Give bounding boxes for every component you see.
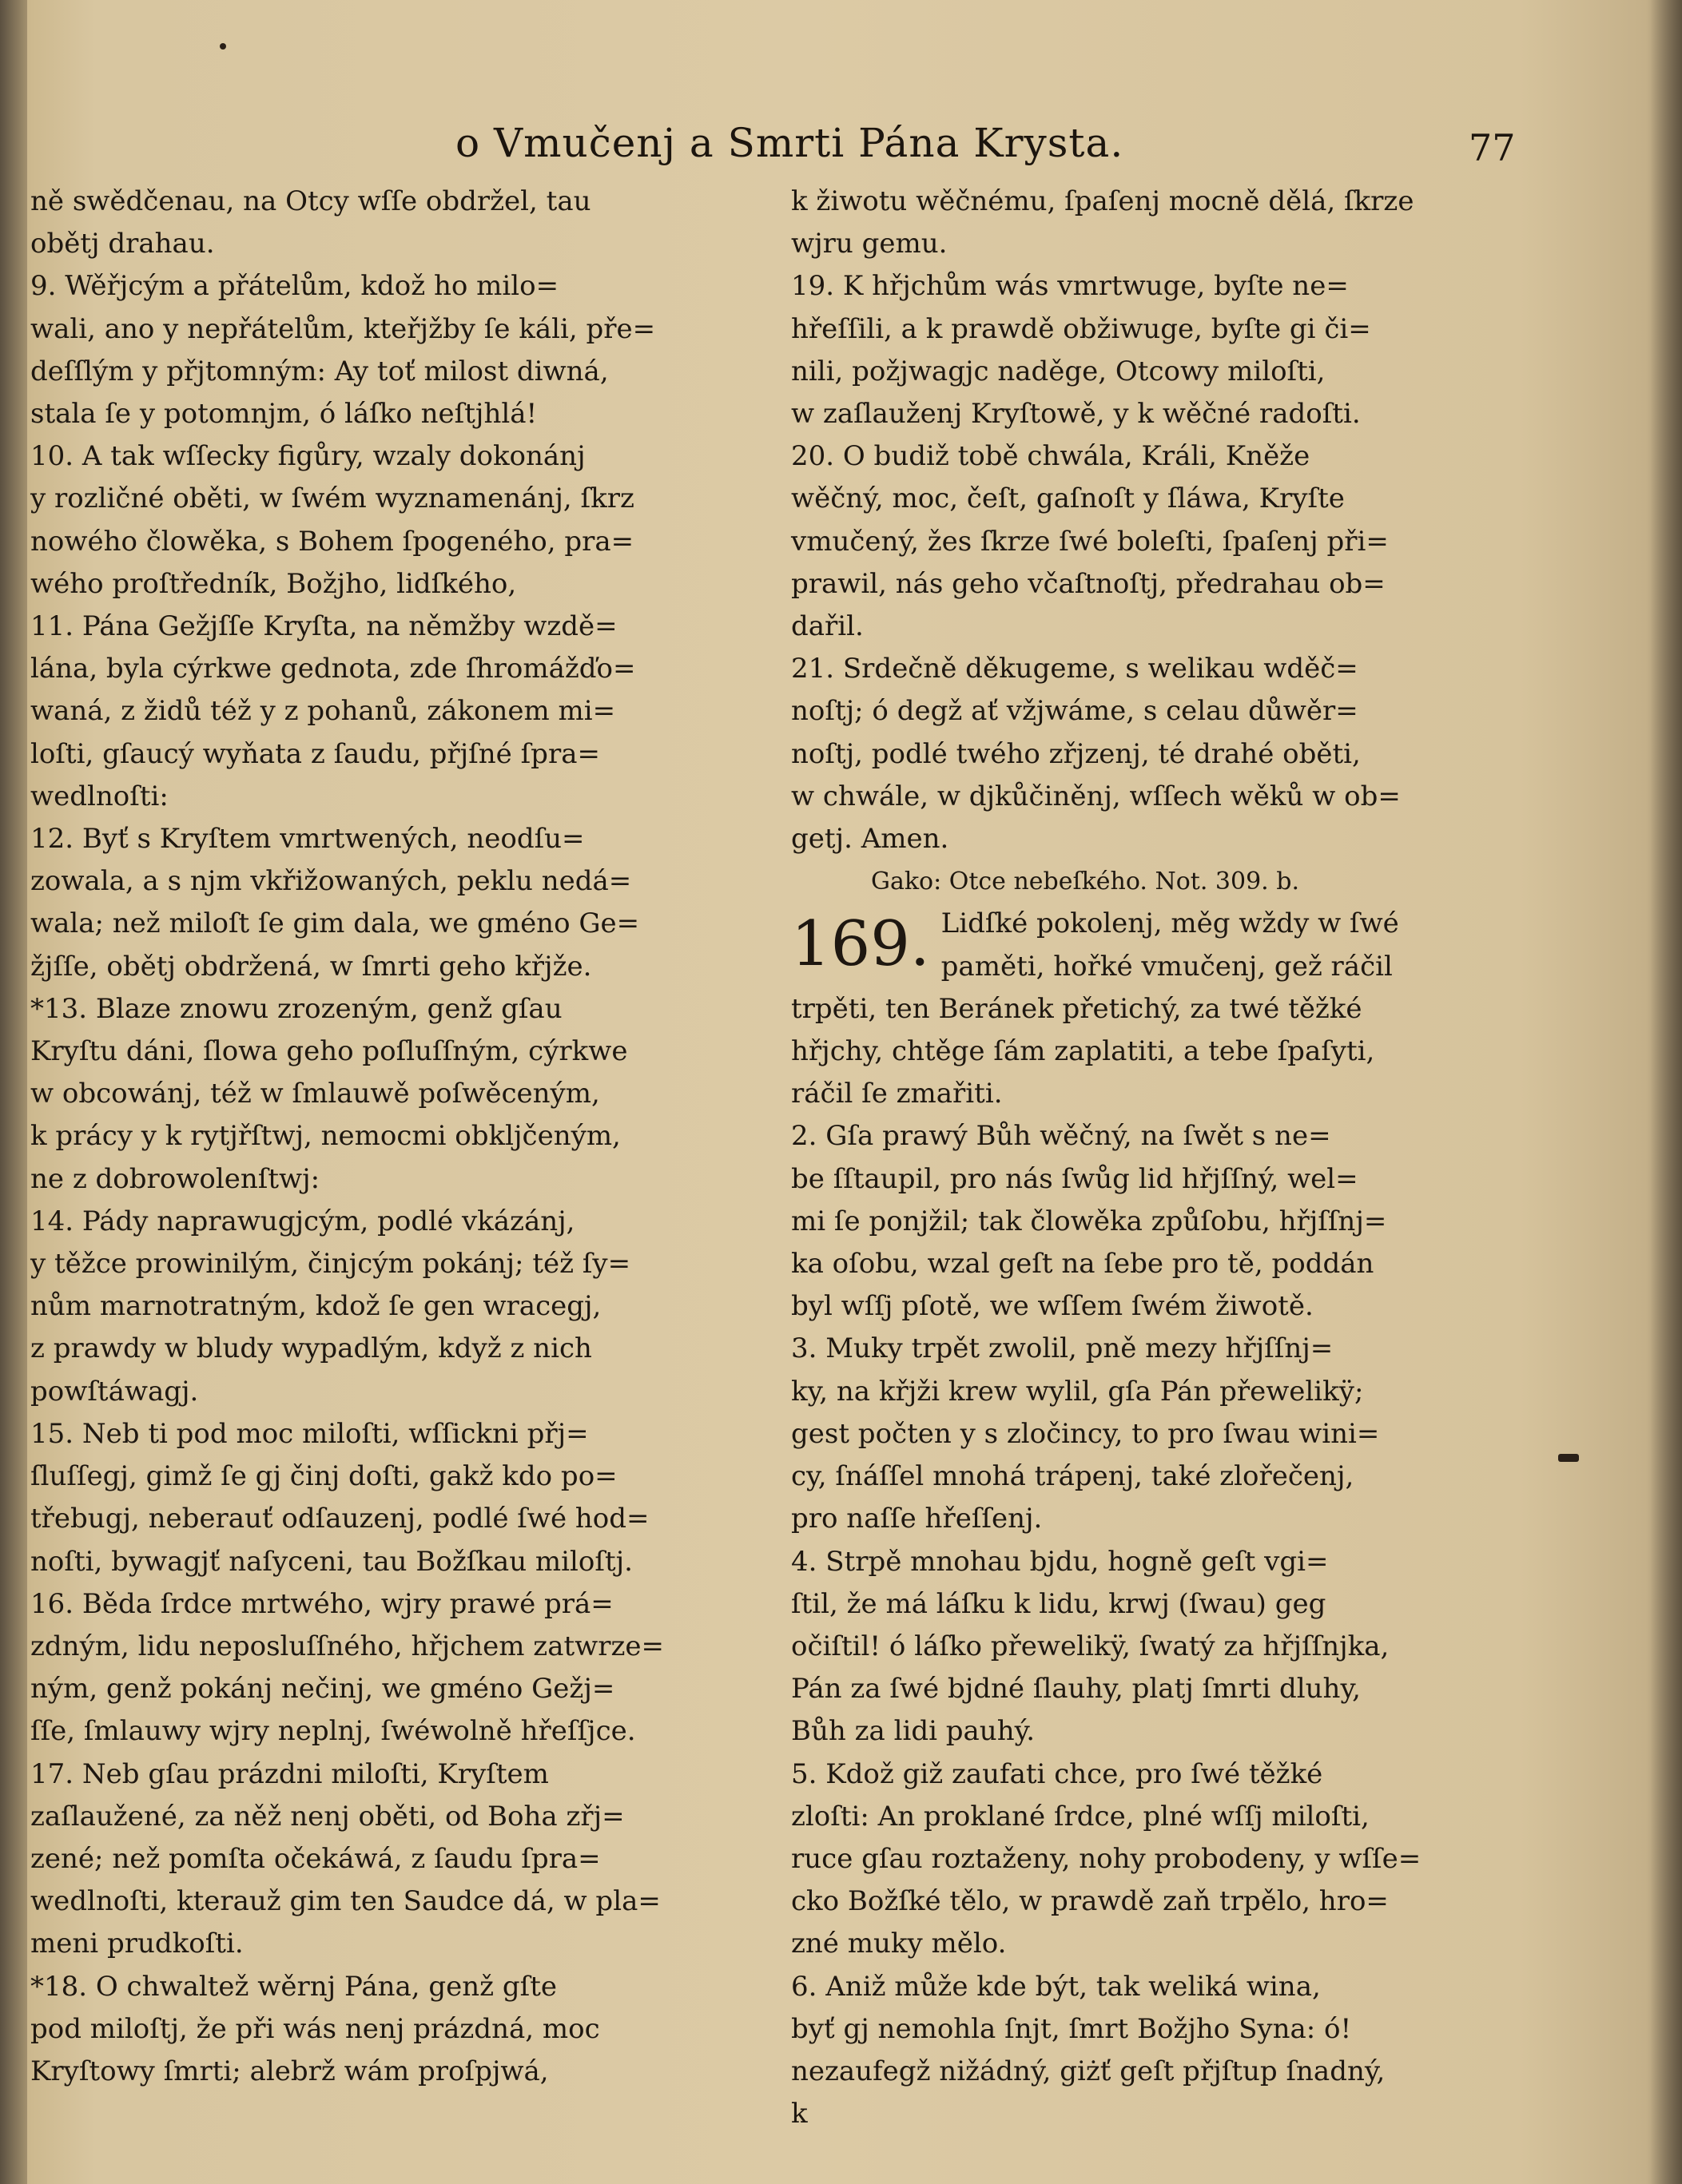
left-column-text: ně swědčenau, na Otcy wſſe obdržel, tau obětj drahau. 9. Wěřjcým a přátelům, kdož ho milo= wali, ano y nepřátelům, kteřjžby ſe káli, pře= deſſlým y přjtomným: Ay toť milost diwná, stala ſe y potomnjm, ó láſko neſtjhlá! 10. A tak wſſecky figůry, wzaly dokonánj y rozličné oběti, w ſwém wyznamenánj, ſkrz nowého člowěka, s Bohem ſpogeného, pra= wého proſtředník, Božjho, lidſkého, 11. Pána Gežjſſe Kryſta, na němžby wzdě= lána, byla cýrkwe gednota, zde ſhromážďo= waná, z židů též y z pohanů, zákonem mi= loſti, gſaucý wyňata z ſaudu, přjſné ſpra= wedlnoſti: 12. Byť s Kryſtem vmrtwených, neodſu= zowala, a s njm vkřižowaných, peklu nedá= wala; než miloſt ſe gim dala, we gméno Ge= žjſſe, obětj obdržená, w ſmrti geho křjže. *13. Blaze znowu zrozeným, genž gſau Kryſtu dáni, ſlowa geho poſluſſným, cýrkwe w obcowánj, též w ſmlauwě poſwěceným, k prácy y k rytjřſtwj, nemocmi obkljčeným, ne z dobrowolenſtwj: 14. Pády naprawugjcým, podlé vkázánj, y těžce prowinilým, činjcým pokánj; též ſy= nům marnotratným, kdož ſe gen wracegj, z prawdy w bludy wypadlým, když z nich powſtáwagj. 15. Neb ti pod moc miloſti, wſſickni přj= ſluſſegj, gimž ſe gj činj doſti, gakž kdo po= třebugj, neberauť odſauzenj, podlé ſwé hod= noſti, bywagjť naſyceni, tau Božſkau miloſtj. 16. Běda ſrdce mrtwého, wjry prawé prá= zdným, lidu neposluſſného, hřjchem zatwrze= ným, genž pokánj nečinj, we gméno Gežj= ſſe, ſmlauwy wjry neplnj, ſwéwolně hřeſſjce. 17. Neb gſau prázdni miloſti, Kryſtem zaſlaužené, za něž nenj oběti, od Boha zřj= zené; než pomſta očekáwá, z ſaudu ſpra= wedlnoſti, kterauž gim ten Saudce dá, w pla= meni prudkoſti. *18. O chwaltež wěrnj Pána, genž gſte pod miloſtj, že při wás nenj prázdná, moc Kryſtowy ſmrti; alebrž wám proſpjwá, (30, 185, 665, 2087)
right-column-bottom-text: trpěti, ten Beránek přetichý, za twé těžké hřjchy, chtěge ſám zaplatiti, a tebe ſpaſyti, ráčil ſe zmařiti. 2. Gſa prawý Bůh wěčný, na ſwět s ne= be ſſtaupil, pro nás ſwůg lid hřjſſný, wel= mi ſe ponjžil; tak člowěka způſobu, hřjſſnj= ka oſobu, wzal geſt na ſebe pro tě, poddán byl wſſj pſotě, we wſſem ſwém žiwotě. 3. Muky trpět zwolil, pně mezy hřjſſnj= ky, na křjži krew wylil, gſa Pán přewelikÿ; gest počten y s zločincy, to pro ſwau wini= cy, ſnáſſel mnohá trápenj, také zlořečenj, pro naſſe hřeſſenj. 4. Strpě mnohau bjdu, hogně geſt vgi= ſtil, že má láſku k lidu, krwj (ſwau) geg očiſtil! ó láſko přewelikÿ, ſwatý za hřjſſnjka, Pán za ſwé bjdné ſlauhy, platj ſmrti dluhy, Bůh za lidi pauhý. 5. Kdož giž zaufati chce, pro ſwé těžké zloſti: An proklané ſrdce, plné wſſj miloſti, ruce gſau roztaženy, nohy probodeny, y wſſe= cko Božſké tělo, w prawdě zaň trpělo, hro= zné muky mělo. 6. Aniž může kde být, tak weliká wina, byť gj nemohla ſnjt, ſmrt Božjho Syna: ó! nezaufegž nižádný, giżť geſt přjſtup ſnadný, k (791, 992, 1422, 2130)
page-header (0, 120, 1682, 176)
right-column (791, 181, 1502, 2135)
left-column (30, 181, 754, 2093)
right-column-top-text: k žiwotu wěčnému, ſpaſenj mocně dělá, ſkrze wjru gemu. 19. K hřjchům wás vmrtwuge, byſte ne= hřeſſili, a k prawdě obžiwuge, byſte gi či= nili, požjwagjc naděge, Otcowy miloſti, w zaſlauženj Kryſtowě, y k wěčné radoſti. 20. O budiž tobě chwála, Králi, Kněže wěčný, moc, čeſt, gaſnoſt y ſláwa, Kryſte vmučený, žes ſkrze ſwé boleſti, ſpaſenj při= prawil, nás geho včaſtnoſtj, předrahau ob= dařil. 21. Srdečně děkugeme, s welikau wděč= noſtj; ó degž ať vžjwáme, s celau důwěr= noſtj, podlé twého zřjzenj, té drahé oběti, w chwále, w djkůčiněnj, wſſech wěků w ob= getj. Amen. (791, 185, 1414, 856)
running-title: o Vmučenj a Smrti Pána Krysta. (455, 120, 1124, 166)
ink-speck (220, 43, 226, 50)
hymn-169-start (791, 903, 1502, 987)
hymn-number: 169. (791, 908, 930, 981)
hymn-first-lines: Lidſké pokolenj, měg wždy w ſwé paměti, hořké vmučenj, gež ráčil (940, 907, 1399, 983)
page-edge-shadow (1650, 0, 1682, 2184)
ink-speck (1558, 1454, 1579, 1462)
page-number: 77 (1469, 126, 1516, 169)
melody-reference: Gako: Otce nebeſkého. Not. 309. b. (871, 868, 1299, 896)
binding-gutter (0, 0, 27, 2184)
